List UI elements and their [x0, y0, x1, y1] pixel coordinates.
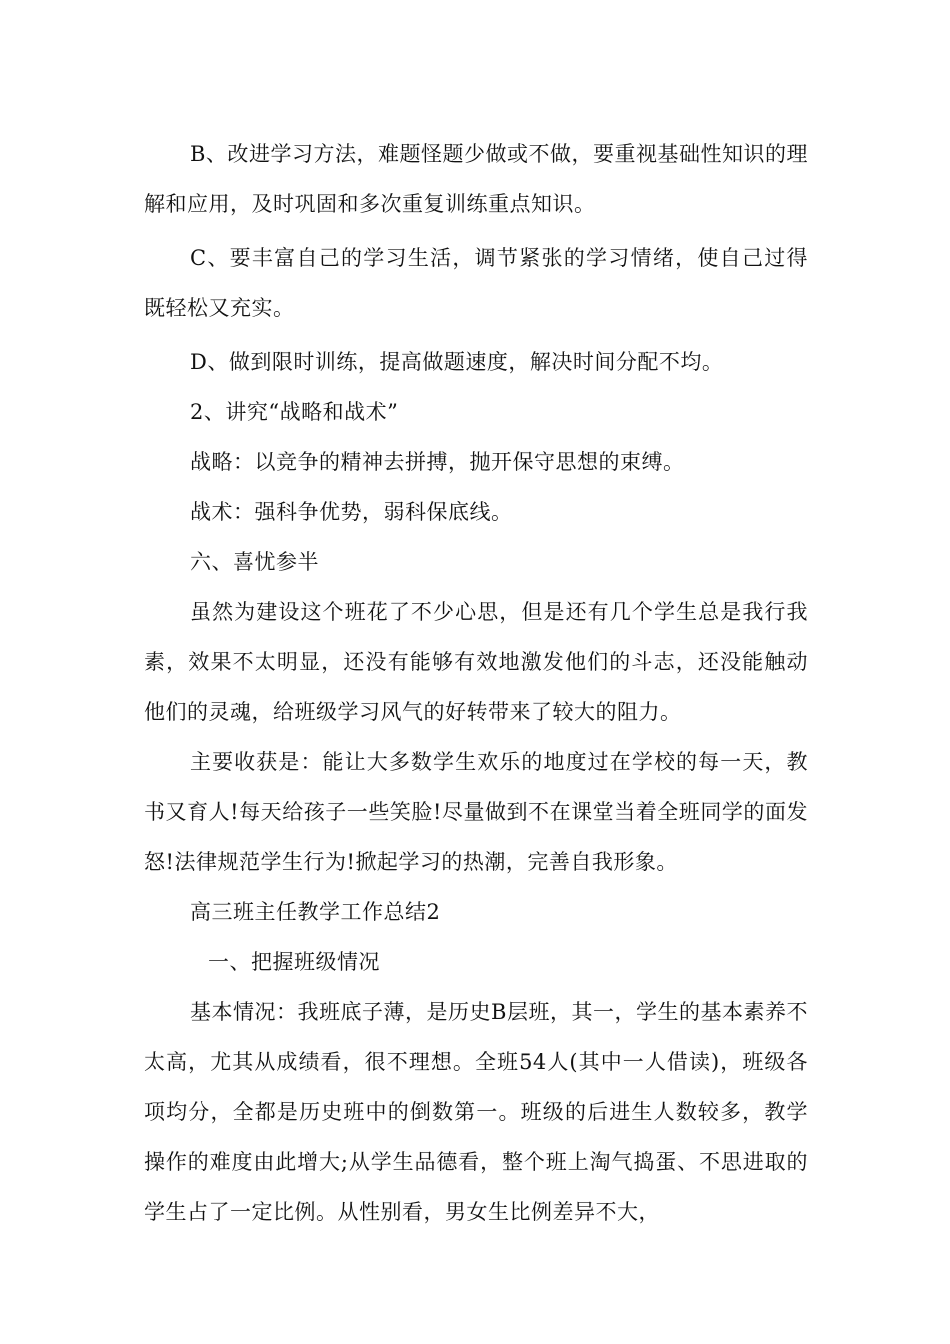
paragraph-strategy: 战略：以竞争的精神去拼搏，抛开保守思想的束缚。: [190, 450, 685, 474]
paragraph-gains: 主要收获是：能让大多数学生欢乐的地度过在学校的每一天，教书又育人!每天给孩子一些笑脸!尽量做到不在课堂当着全班同学的面发怒!法律规范学生行为!掀起学习的热潮，完善自我形象。: [144, 750, 808, 874]
paragraph-basic-situation: 基本情况：我班底子薄，是历史B层班，其一，学生的基本素养不太高，尤其从成绩看，很不理想。全班54人(其中一人借读)，班级各项均分，全都是历史班中的倒数第一。班级的后进生人数较多，教学操作的难度由此增大;从学生品德看，整个班上淘气捣蛋、不思进取的学生占了一定比例。从性别看，男女生比例差异不大，: [144, 1000, 808, 1224]
paragraph-tactics: 战术：强科争优势，弱科保底线。: [190, 500, 513, 524]
heading-strategy-tactics: 2、讲究“战略和战术”: [190, 400, 399, 424]
paragraph-concerns: 虽然为建设这个班花了不少心思，但是还有几个学生总是我行我素，效果不太明显，还没有能够有效地激发他们的斗志，还没能触动他们的灵魂，给班级学习风气的好转带来了较大的阻力。: [144, 600, 808, 724]
paragraph-method-c: C、要丰富自己的学习生活，调节紧张的学习情绪，使自己过得既轻松又充实。: [144, 246, 808, 320]
document-body: [144, 129, 808, 1237]
paragraph-method-d: D、做到限时训练，提高做题速度，解决时间分配不均。: [190, 350, 724, 374]
heading-class-situation: 一、把握班级情况: [208, 950, 380, 974]
paragraph-method-b: B、改进学习方法，难题怪题少做或不做，要重视基础性知识的理解和应用，及时巩固和多次重复训练重点知识。: [144, 142, 808, 216]
title-summary-2: 高三班主任教学工作总结2: [190, 900, 441, 924]
heading-section-six: 六、喜忧参半: [190, 550, 319, 574]
